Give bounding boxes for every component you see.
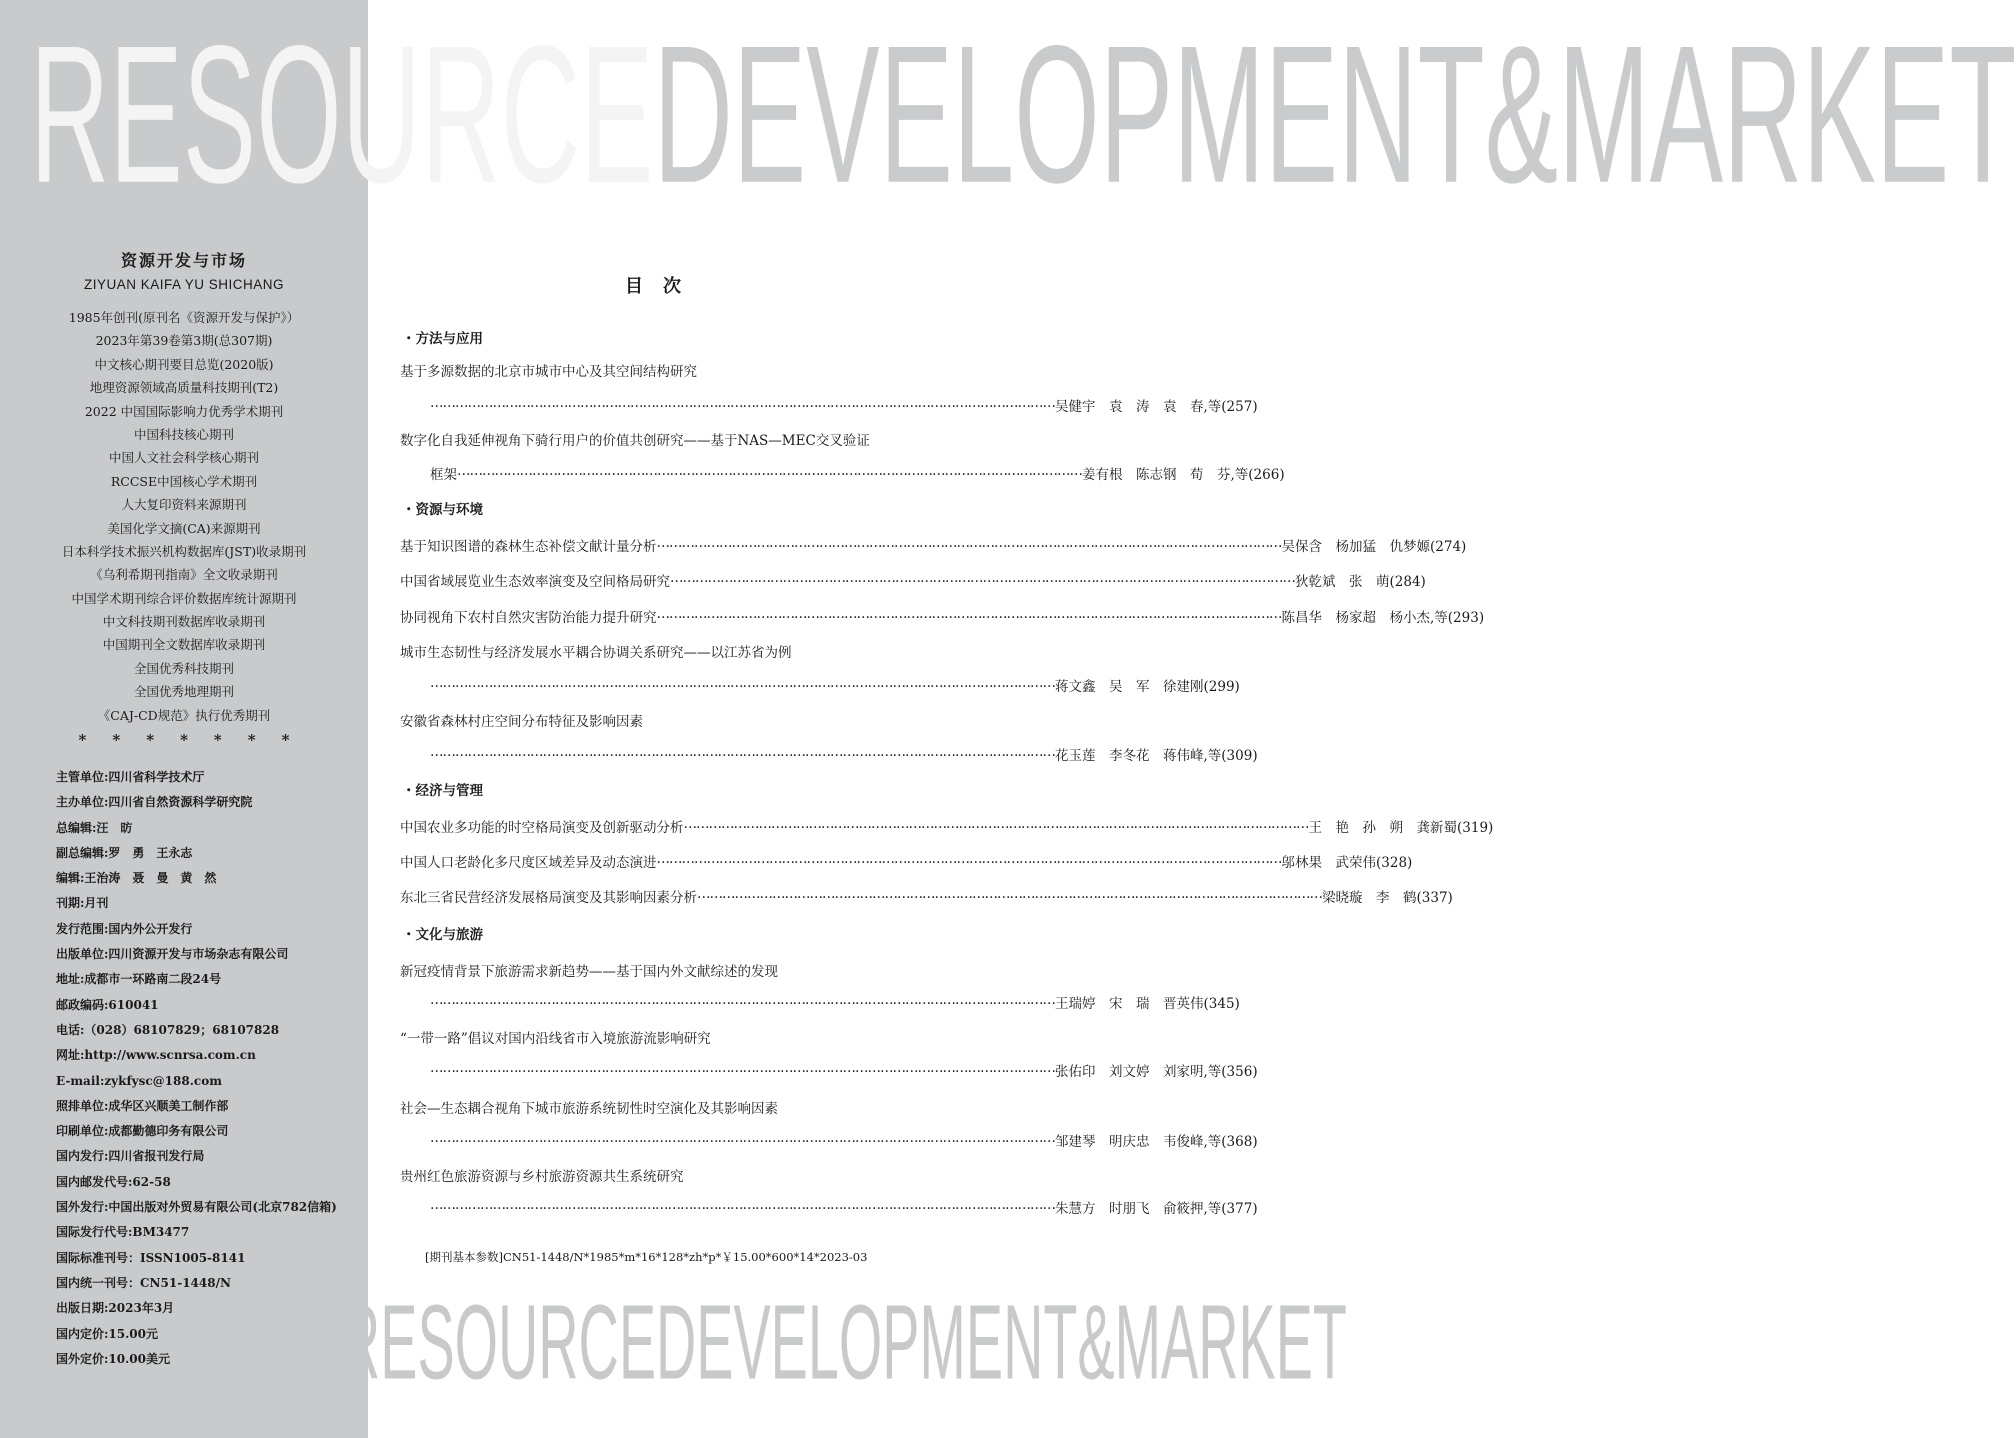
toc-entry[interactable] (400, 816, 1494, 836)
banner-top-part2: DEVELOPMENT&MARKET (653, 5, 2016, 225)
journal-line: 2022 中国国际影响力优秀学术期刊 (84, 403, 284, 419)
info-row: 国外发行:中国出版对外贸易有限公司(北京782信箱) (56, 1200, 337, 1215)
info-row: 电话:（028）68107829；68107828 (56, 1022, 280, 1037)
info-row: 发行范围:国内外公开发行 (56, 921, 193, 936)
toc-entry-title[interactable]: 中国人口老龄化多尺度区域差异及动态演进 (400, 855, 657, 871)
dot-leader (430, 1060, 1055, 1080)
toc-entry-authors: 邬林果 武荣伟(328) (1281, 855, 1413, 871)
toc-entry-authors: 张佑印 刘文婷 刘家明,等(356) (1055, 1064, 1258, 1080)
journal-line: 中国人文社会科学核心期刊 (108, 450, 259, 466)
toc-entry-title[interactable]: 东北三省民营经济发展格局演变及其影响因素分析 (400, 890, 697, 906)
toc-entry-title[interactable]: 社会—生态耦合视角下城市旅游系统韧性时空演化及其影响因素 (400, 1101, 778, 1117)
dot-leader (430, 1197, 1055, 1217)
toc-entry-authors: 陈昌华 杨家超 杨小杰,等(293) (1281, 610, 1485, 626)
toc-entry-leader (430, 992, 1240, 1012)
info-row: 总编辑:汪 昉 (56, 820, 133, 835)
toc-entry-title-cont[interactable]: 框架 (430, 467, 457, 483)
toc-entry-authors: 狄乾斌 张 萌(284) (1295, 574, 1426, 590)
info-row: 国际标准刊号：ISSN1005-8141 (56, 1250, 246, 1265)
journal-line: 1985年创刊(原刊名《资源开发与保护》） (68, 310, 300, 325)
dot-leader (430, 395, 1055, 415)
toc-entry-title[interactable]: 基于知识图谱的森林生态补偿文献计量分析 (400, 539, 657, 555)
toc-entry-title[interactable]: 安徽省森林村庄空间分布特征及影响因素 (400, 714, 643, 730)
toc-entry-leader (430, 675, 1240, 695)
toc-entry-leader (430, 1060, 1258, 1080)
toc-entry-leader (430, 463, 1285, 483)
toc-entry-title[interactable]: 贵州红色旅游资源与乡村旅游资源共生系统研究 (400, 1169, 684, 1185)
toc-entry-authors: 花玉莲 李冬花 蒋伟峰,等(309) (1055, 748, 1258, 764)
journal-info (0, 248, 368, 749)
info-row: 邮政编码:610041 (56, 997, 159, 1012)
info-row: 国外定价:10.00美元 (56, 1351, 171, 1366)
toc-entry-title[interactable]: 中国省域展览业生态效率演变及空间格局研究 (400, 574, 670, 590)
journal-line: 中文核心期刊要目总览(2020版) (94, 356, 274, 372)
journal-line: 中国科技核心期刊 (133, 426, 234, 442)
journal-line: 2023年第39卷第3期(总307期) (95, 333, 273, 349)
toc-entry-leader (430, 1197, 1258, 1217)
toc-entry-title[interactable]: “一带一路”倡议对国内沿线省市入境旅游流影响研究 (400, 1031, 711, 1047)
info-row: 国内统一刊号：CN51-1448/N (56, 1275, 231, 1290)
toc-entry-leader (430, 395, 1258, 415)
dot-leader (684, 816, 1309, 836)
banner-top (30, 5, 2016, 225)
dot-leader (430, 992, 1055, 1012)
info-row-email[interactable]: E-mail:zykfysc@188.com (56, 1073, 222, 1088)
publication-info-list (56, 765, 368, 1372)
toc-entry-authors: 邹建琴 明庆忠 韦俊峰,等(368) (1055, 1134, 1258, 1150)
info-row: 编辑:王治涛 聂 曼 黄 然 (56, 871, 217, 886)
dot-leader (430, 675, 1055, 695)
toc-entry-title[interactable]: 数字化自我延伸视角下骑行用户的价值共创研究——基于NAS—MEC交叉验证 (400, 433, 870, 449)
info-row: 刊期:月刊 (56, 896, 109, 911)
toc-entry[interactable] (400, 570, 1426, 590)
journal-line: 全国优秀科技期刊 (133, 660, 234, 676)
toc-entry[interactable] (400, 851, 1413, 871)
info-row-website[interactable]: 网址:http://www.scnrsa.com.cn (56, 1048, 256, 1063)
info-row: 出版日期:2023年3月 (56, 1301, 175, 1316)
dot-leader (657, 606, 1282, 626)
toc-heading: 目次 (625, 276, 701, 297)
journal-line: 人大复印资料来源期刊 (121, 497, 247, 513)
toc-entry-authors: 吴保含 杨加猛 仇梦嫄(274) (1281, 539, 1467, 555)
banner-top-part1: RESOURCE (30, 5, 654, 225)
info-row: 国内发行:四川省报刊发行局 (56, 1149, 205, 1164)
toc-entry-leader (430, 744, 1258, 764)
toc-entry-authors: 姜有根 陈志钢 荀 芬,等(266) (1082, 467, 1285, 483)
journal-line: 日本科学技术振兴机构数据库(JST)收录期刊 (61, 543, 307, 559)
journal-line: 地理资源领域高质量科技期刊(T2) (89, 380, 279, 396)
journal-parameters: [期刊基本参数]CN51-1448/N*1985*m*16*128*zh*p*￥15.00*600*14*2023-03 (425, 1250, 868, 1264)
journal-line: 中国期刊全文数据库收录期刊 (102, 637, 266, 653)
dot-leader (430, 1130, 1055, 1150)
info-row: 国内邮发代号:62-58 (56, 1174, 171, 1189)
info-row: 国际发行代号:BM3477 (56, 1225, 190, 1240)
info-row: 副总编辑:罗 勇 王永志 (56, 845, 193, 860)
journal-line: 《CAJ-CD规范》执行优秀期刊 (97, 707, 271, 723)
toc-entry-title[interactable]: 新冠疫情背景下旅游需求新趋势——基于国内外文献综述的发现 (400, 964, 778, 980)
journal-pinyin-title: ZIYUAN KAIFA YU SHICHANG (83, 277, 285, 292)
section-title: ・资源与环境 (402, 502, 483, 518)
dot-leader (657, 851, 1282, 871)
toc-entry-authors: 王 艳 孙 朔 龚新蜀(319) (1308, 820, 1494, 836)
dot-leader (657, 535, 1282, 555)
info-row: 地址:成都市一环路南二段24号 (56, 972, 222, 987)
journal-line: 中文科技期刊数据库收录期刊 (102, 614, 266, 630)
toc-entry-title[interactable]: 协同视角下农村自然灾害防治能力提升研究 (400, 610, 657, 626)
section-title: ・方法与应用 (402, 331, 483, 347)
section-title: ・经济与管理 (402, 783, 483, 799)
journal-line: 全国优秀地理期刊 (133, 684, 234, 700)
journal-line: RCCSE中国核心学术期刊 (110, 473, 258, 489)
toc-entry-authors: 王瑞婷 宋 瑞 晋英伟(345) (1055, 996, 1240, 1012)
toc-entry-authors: 梁晓璇 李 鹤(337) (1322, 890, 1453, 906)
journal-line: 《乌利希期刊指南》全文收录期刊 (90, 567, 278, 583)
dot-leader (670, 570, 1295, 590)
toc-entry[interactable] (400, 886, 1453, 906)
info-row: 主办单位:四川省自然资源科学研究院 (56, 795, 253, 810)
info-row: 主管单位:四川省科学技术厅 (56, 770, 205, 784)
toc-entry-authors: 朱慧方 时朋飞 俞筱押,等(377) (1055, 1201, 1258, 1217)
toc-entry-leader (430, 1130, 1258, 1150)
dot-leader (430, 744, 1055, 764)
toc-entry-authors: 蒋文鑫 吴 军 徐建刚(299) (1055, 679, 1240, 695)
journal-cn-title: 资源开发与市场 (120, 251, 247, 270)
dot-leader (457, 463, 1082, 483)
toc-entry[interactable] (400, 606, 1485, 626)
journal-line: 美国化学文摘(CA)来源期刊 (107, 520, 261, 536)
journal-line: 中国学术期刊综合评价数据库统计源期刊 (71, 590, 297, 606)
info-row: 国内定价:15.00元 (56, 1326, 159, 1341)
toc-entry-title[interactable]: 中国农业多功能的时空格局演变及创新驱动分析 (400, 820, 684, 836)
star-divider: ******* (78, 731, 316, 750)
info-row: 出版单位:四川资源开发与市场杂志有限公司 (56, 947, 289, 962)
toc-entry-title[interactable]: 基于多源数据的北京市城市中心及其空间结构研究 (400, 364, 697, 380)
section-title: ・文化与旅游 (402, 927, 483, 943)
toc-entry-authors: 吴健宇 袁 涛 袁 春,等(257) (1055, 399, 1258, 415)
toc-entry-title[interactable]: 城市生态韧性与经济发展水平耦合协调关系研究——以江苏省为例 (400, 645, 792, 661)
banner-bottom: RESOURCEDEVELOPMENT&MARKET (340, 1283, 1347, 1402)
info-row: 照排单位:成华区兴顺美工制作部 (56, 1098, 229, 1113)
dot-leader (697, 886, 1322, 906)
toc-entry[interactable] (400, 535, 1467, 555)
info-row: 印刷单位:成都勤德印务有限公司 (56, 1124, 229, 1139)
